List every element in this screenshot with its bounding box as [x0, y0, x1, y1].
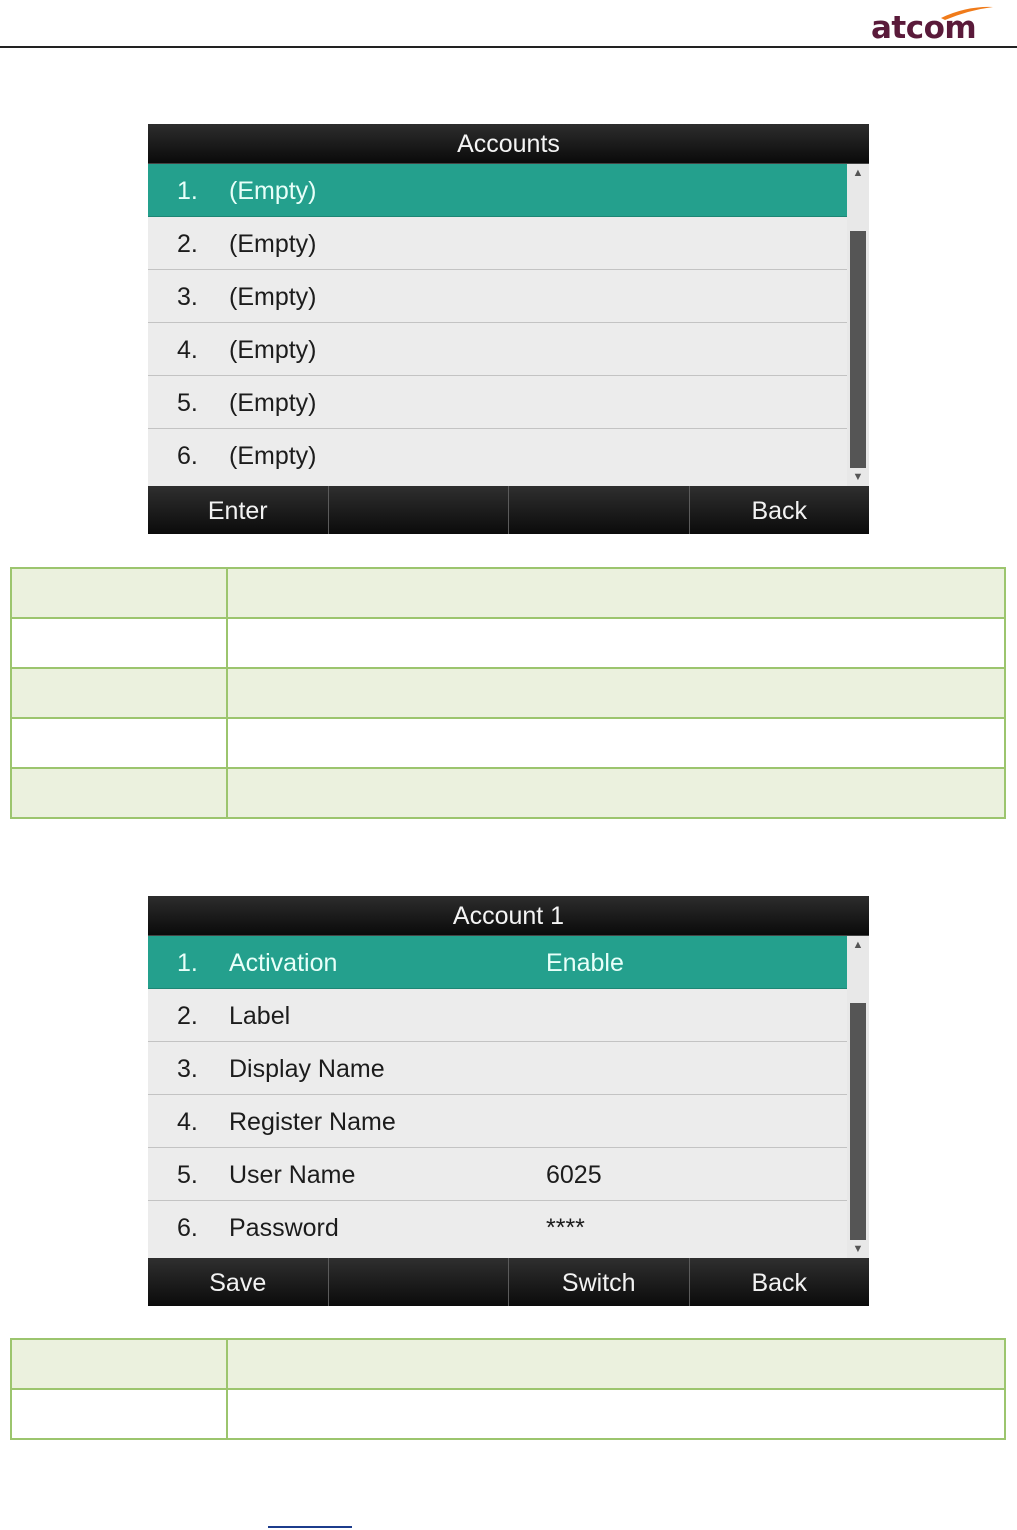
- item-label: User Name: [229, 1161, 356, 1189]
- item-value: Enable: [546, 949, 624, 977]
- save-softkey[interactable]: Save: [148, 1258, 329, 1306]
- item-number: 4.: [177, 1108, 198, 1136]
- item-number: 2.: [177, 1002, 198, 1030]
- item-label: (Empty): [229, 230, 317, 258]
- table-cell: [227, 568, 1005, 618]
- scroll-up-arrow-icon[interactable]: ▲: [852, 167, 864, 179]
- table-cell: [11, 668, 227, 718]
- item-number: 5.: [177, 1161, 198, 1189]
- list-item[interactable]: [148, 429, 847, 481]
- accounts-description-table: [10, 567, 1006, 819]
- link-underline: [268, 1526, 352, 1528]
- switch-softkey[interactable]: Switch: [509, 1258, 690, 1306]
- item-label: (Empty): [229, 177, 317, 205]
- table-row: [11, 1339, 1005, 1389]
- table-cell: [227, 768, 1005, 818]
- item-number: 2.: [177, 230, 198, 258]
- list-item[interactable]: [148, 936, 847, 989]
- table-cell: [11, 768, 227, 818]
- item-label: Activation: [229, 949, 338, 977]
- list-item[interactable]: [148, 376, 847, 429]
- table-row: [11, 1389, 1005, 1439]
- table-cell: [11, 618, 227, 668]
- softkey-3[interactable]: [509, 486, 690, 534]
- item-label: Display Name: [229, 1055, 385, 1083]
- table-cell: [227, 668, 1005, 718]
- table-cell: [227, 618, 1005, 668]
- table-cell: [11, 1389, 227, 1439]
- table-cell: [227, 1339, 1005, 1389]
- item-number: 1.: [177, 177, 198, 205]
- item-number: 3.: [177, 283, 198, 311]
- softkey-bar: [148, 486, 869, 534]
- list-item[interactable]: [148, 164, 847, 217]
- table-row: [11, 718, 1005, 768]
- list-item[interactable]: [148, 1201, 847, 1253]
- item-number: 3.: [177, 1055, 198, 1083]
- item-value: 6025: [546, 1161, 602, 1189]
- item-value: ****: [546, 1214, 585, 1242]
- logo-text: atcom: [871, 10, 977, 46]
- table-row: [11, 568, 1005, 618]
- item-number: 6.: [177, 1214, 198, 1242]
- screen-title: Accounts: [148, 124, 869, 164]
- accounts-screen: [148, 124, 869, 534]
- item-label: (Empty): [229, 389, 317, 417]
- item-number: 5.: [177, 389, 198, 417]
- scrollbar-thumb[interactable]: [850, 231, 866, 468]
- item-number: 4.: [177, 336, 198, 364]
- item-number: 6.: [177, 442, 198, 470]
- table-row: [11, 668, 1005, 718]
- table-cell: [11, 568, 227, 618]
- header-divider: [0, 46, 1017, 48]
- scroll-down-arrow-icon[interactable]: ▼: [852, 1243, 864, 1255]
- enter-softkey[interactable]: Enter: [148, 486, 329, 534]
- table-cell: [11, 718, 227, 768]
- scrollbar[interactable]: [847, 936, 869, 1258]
- list-item[interactable]: [148, 217, 847, 270]
- item-label: Password: [229, 1214, 339, 1242]
- screen-title: Account 1: [148, 896, 869, 936]
- item-label: (Empty): [229, 442, 317, 470]
- account-settings-list: [148, 936, 869, 1258]
- softkey-2[interactable]: [329, 486, 510, 534]
- scrollbar-thumb[interactable]: [850, 1003, 866, 1240]
- table-cell: [227, 1389, 1005, 1439]
- table-cell: [227, 718, 1005, 768]
- softkey-bar: [148, 1258, 869, 1306]
- atcom-logo: [871, 4, 995, 46]
- scrollbar[interactable]: [847, 164, 869, 486]
- list-item[interactable]: [148, 270, 847, 323]
- back-softkey[interactable]: Back: [751, 1269, 808, 1297]
- table-row: [11, 768, 1005, 818]
- item-label: Label: [229, 1002, 291, 1030]
- item-number: 1.: [177, 949, 198, 977]
- item-label: Register Name: [229, 1108, 396, 1136]
- list-item[interactable]: [148, 1095, 847, 1148]
- list-item[interactable]: [148, 1042, 847, 1095]
- accounts-list: [148, 164, 869, 486]
- back-softkey[interactable]: Back: [751, 497, 808, 525]
- list-item[interactable]: [148, 323, 847, 376]
- table-row: [11, 618, 1005, 668]
- item-label: (Empty): [229, 336, 317, 364]
- list-item[interactable]: [148, 989, 847, 1042]
- account-description-table: [10, 1338, 1006, 1440]
- table-cell: [11, 1339, 227, 1389]
- item-label: (Empty): [229, 283, 317, 311]
- scroll-down-arrow-icon[interactable]: ▼: [852, 471, 864, 483]
- scroll-up-arrow-icon[interactable]: ▲: [852, 939, 864, 951]
- account-1-screen: [148, 896, 869, 1306]
- list-item[interactable]: [148, 1148, 847, 1201]
- softkey-2[interactable]: [329, 1258, 510, 1306]
